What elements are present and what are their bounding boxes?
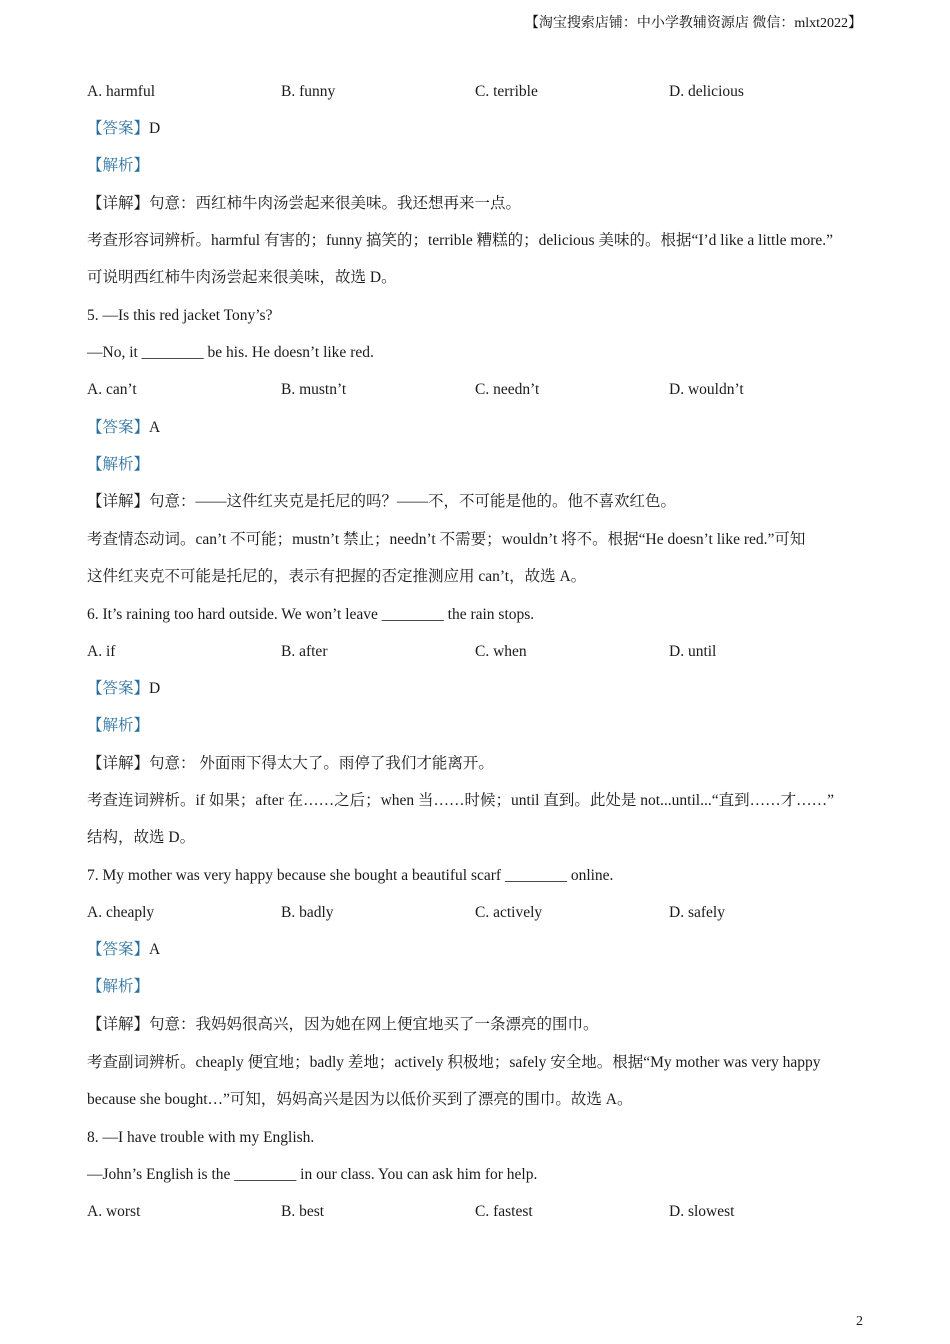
q8-option-a: A. worst [87, 1203, 141, 1220]
q5-answer [87, 418, 160, 438]
q6-explain-2: 结构，故选 D。 [87, 829, 196, 846]
answer-value: A [149, 941, 161, 958]
q6-explain-1: 考查连词辨析。if 如果；after 在……之后；when 当……时候；until 直到。此处是 not...until...“直到……才……” [87, 792, 834, 809]
q6-option-d: D. until [669, 643, 717, 660]
q4-explain-1: 考查形容词辨析。harmful 有害的；funny 搞笑的；terrible 糟糕的；delicious 美味的。根据“I’d like a little more.” [87, 232, 834, 249]
detail-tag: 【详解】 [87, 1016, 150, 1033]
q5-explain-2: 这件红夹克不可能是托尼的，表示有把握的否定推测应用 can’t，故选 A。 [87, 568, 587, 585]
q6-analysis-tag: 【解析】 [87, 717, 150, 734]
q5-analysis-tag: 【解析】 [87, 456, 150, 473]
q7-detail [87, 1015, 599, 1035]
q7-stem-1: 7. My mother was very happy because she bought a beautiful scarf ________ online. [87, 867, 614, 884]
q8-option-b: B. best [281, 1203, 325, 1220]
q7-answer [87, 940, 160, 960]
q5-option-a: A. can’t [87, 381, 137, 398]
q8-stem-2: —John’s English is the ________ in our class. You can ask him for help. [87, 1166, 538, 1183]
answer-tag: 【答案】 [87, 680, 150, 697]
q7-analysis-tag: 【解析】 [87, 978, 150, 995]
q8-stem-1: 8. —I have trouble with my English. [87, 1129, 315, 1146]
q7-option-d: D. safely [669, 904, 725, 921]
answer-value: D [149, 680, 161, 697]
detail-text: 句意：我妈妈很高兴，因为她在网上便宜地买了一条漂亮的围巾。 [149, 1016, 599, 1033]
q7-option-a: A. cheaply [87, 904, 155, 921]
q6-option-a: A. if [87, 643, 116, 660]
answer-tag: 【答案】 [87, 941, 150, 958]
q4-analysis-tag: 【解析】 [87, 157, 150, 174]
q6-stem-1: 6. It’s raining too hard outside. We won’t leave ________ the rain stops. [87, 606, 535, 623]
detail-text: 句意：——这件红夹克是托尼的吗？——不，不可能是他的。他不喜欢红色。 [149, 493, 677, 510]
q7-explain-2: because she bought…”可知，妈妈高兴是因为以低价买到了漂亮的围巾。故选 A。 [87, 1091, 633, 1108]
detail-tag: 【详解】 [87, 755, 150, 772]
q4-option-a: A. harmful [87, 83, 156, 100]
page-number: 2 [856, 1314, 863, 1329]
answer-value: A [149, 419, 161, 436]
detail-tag: 【详解】 [87, 493, 150, 510]
detail-tag: 【详解】 [87, 195, 150, 212]
q7-option-b: B. badly [281, 904, 334, 921]
page-header: 【淘宝搜索店铺：中小学教辅资源店 微信：mlxt2022】 [524, 16, 862, 31]
q4-option-b: B. funny [281, 83, 336, 100]
q5-option-c: C. needn’t [475, 381, 540, 398]
q5-explain-1: 考查情态动词。can’t 不可能；mustn’t 禁止；needn’t 不需要；wouldn’t 将不。根据“He doesn’t like red.”可知 [87, 531, 806, 548]
q6-answer [87, 679, 160, 699]
q6-option-b: B. after [281, 643, 328, 660]
answer-tag: 【答案】 [87, 419, 150, 436]
answer-value: D [149, 120, 161, 137]
q7-option-c: C. actively [475, 904, 543, 921]
q8-option-c: C. fastest [475, 1203, 533, 1220]
q5-stem-2: —No, it ________ be his. He doesn’t like red. [87, 344, 374, 361]
q5-detail [87, 492, 676, 512]
q4-answer [87, 119, 160, 139]
q5-stem-1: 5. —Is this red jacket Tony’s? [87, 307, 273, 324]
q8-option-d: D. slowest [669, 1203, 735, 1220]
q7-explain-1: 考查副词辨析。cheaply 便宜地；badly 差地；actively 积极地；safely 安全地。根据“My mother was very happy [87, 1054, 821, 1071]
q6-detail [87, 754, 494, 774]
q4-explain-2: 可说明西红柿牛肉汤尝起来很美味，故选 D。 [87, 269, 397, 286]
detail-text: 句意： 外面雨下得太大了。雨停了我们才能离开。 [149, 755, 494, 772]
q4-detail [87, 194, 521, 214]
q6-option-c: C. when [475, 643, 527, 660]
answer-tag: 【答案】 [87, 120, 150, 137]
q5-option-b: B. mustn’t [281, 381, 347, 398]
q4-option-c: C. terrible [475, 83, 538, 100]
q4-option-d: D. delicious [669, 83, 744, 100]
detail-text: 句意：西红柿牛肉汤尝起来很美味。我还想再来一点。 [149, 195, 522, 212]
q5-option-d: D. wouldn’t [669, 381, 744, 398]
